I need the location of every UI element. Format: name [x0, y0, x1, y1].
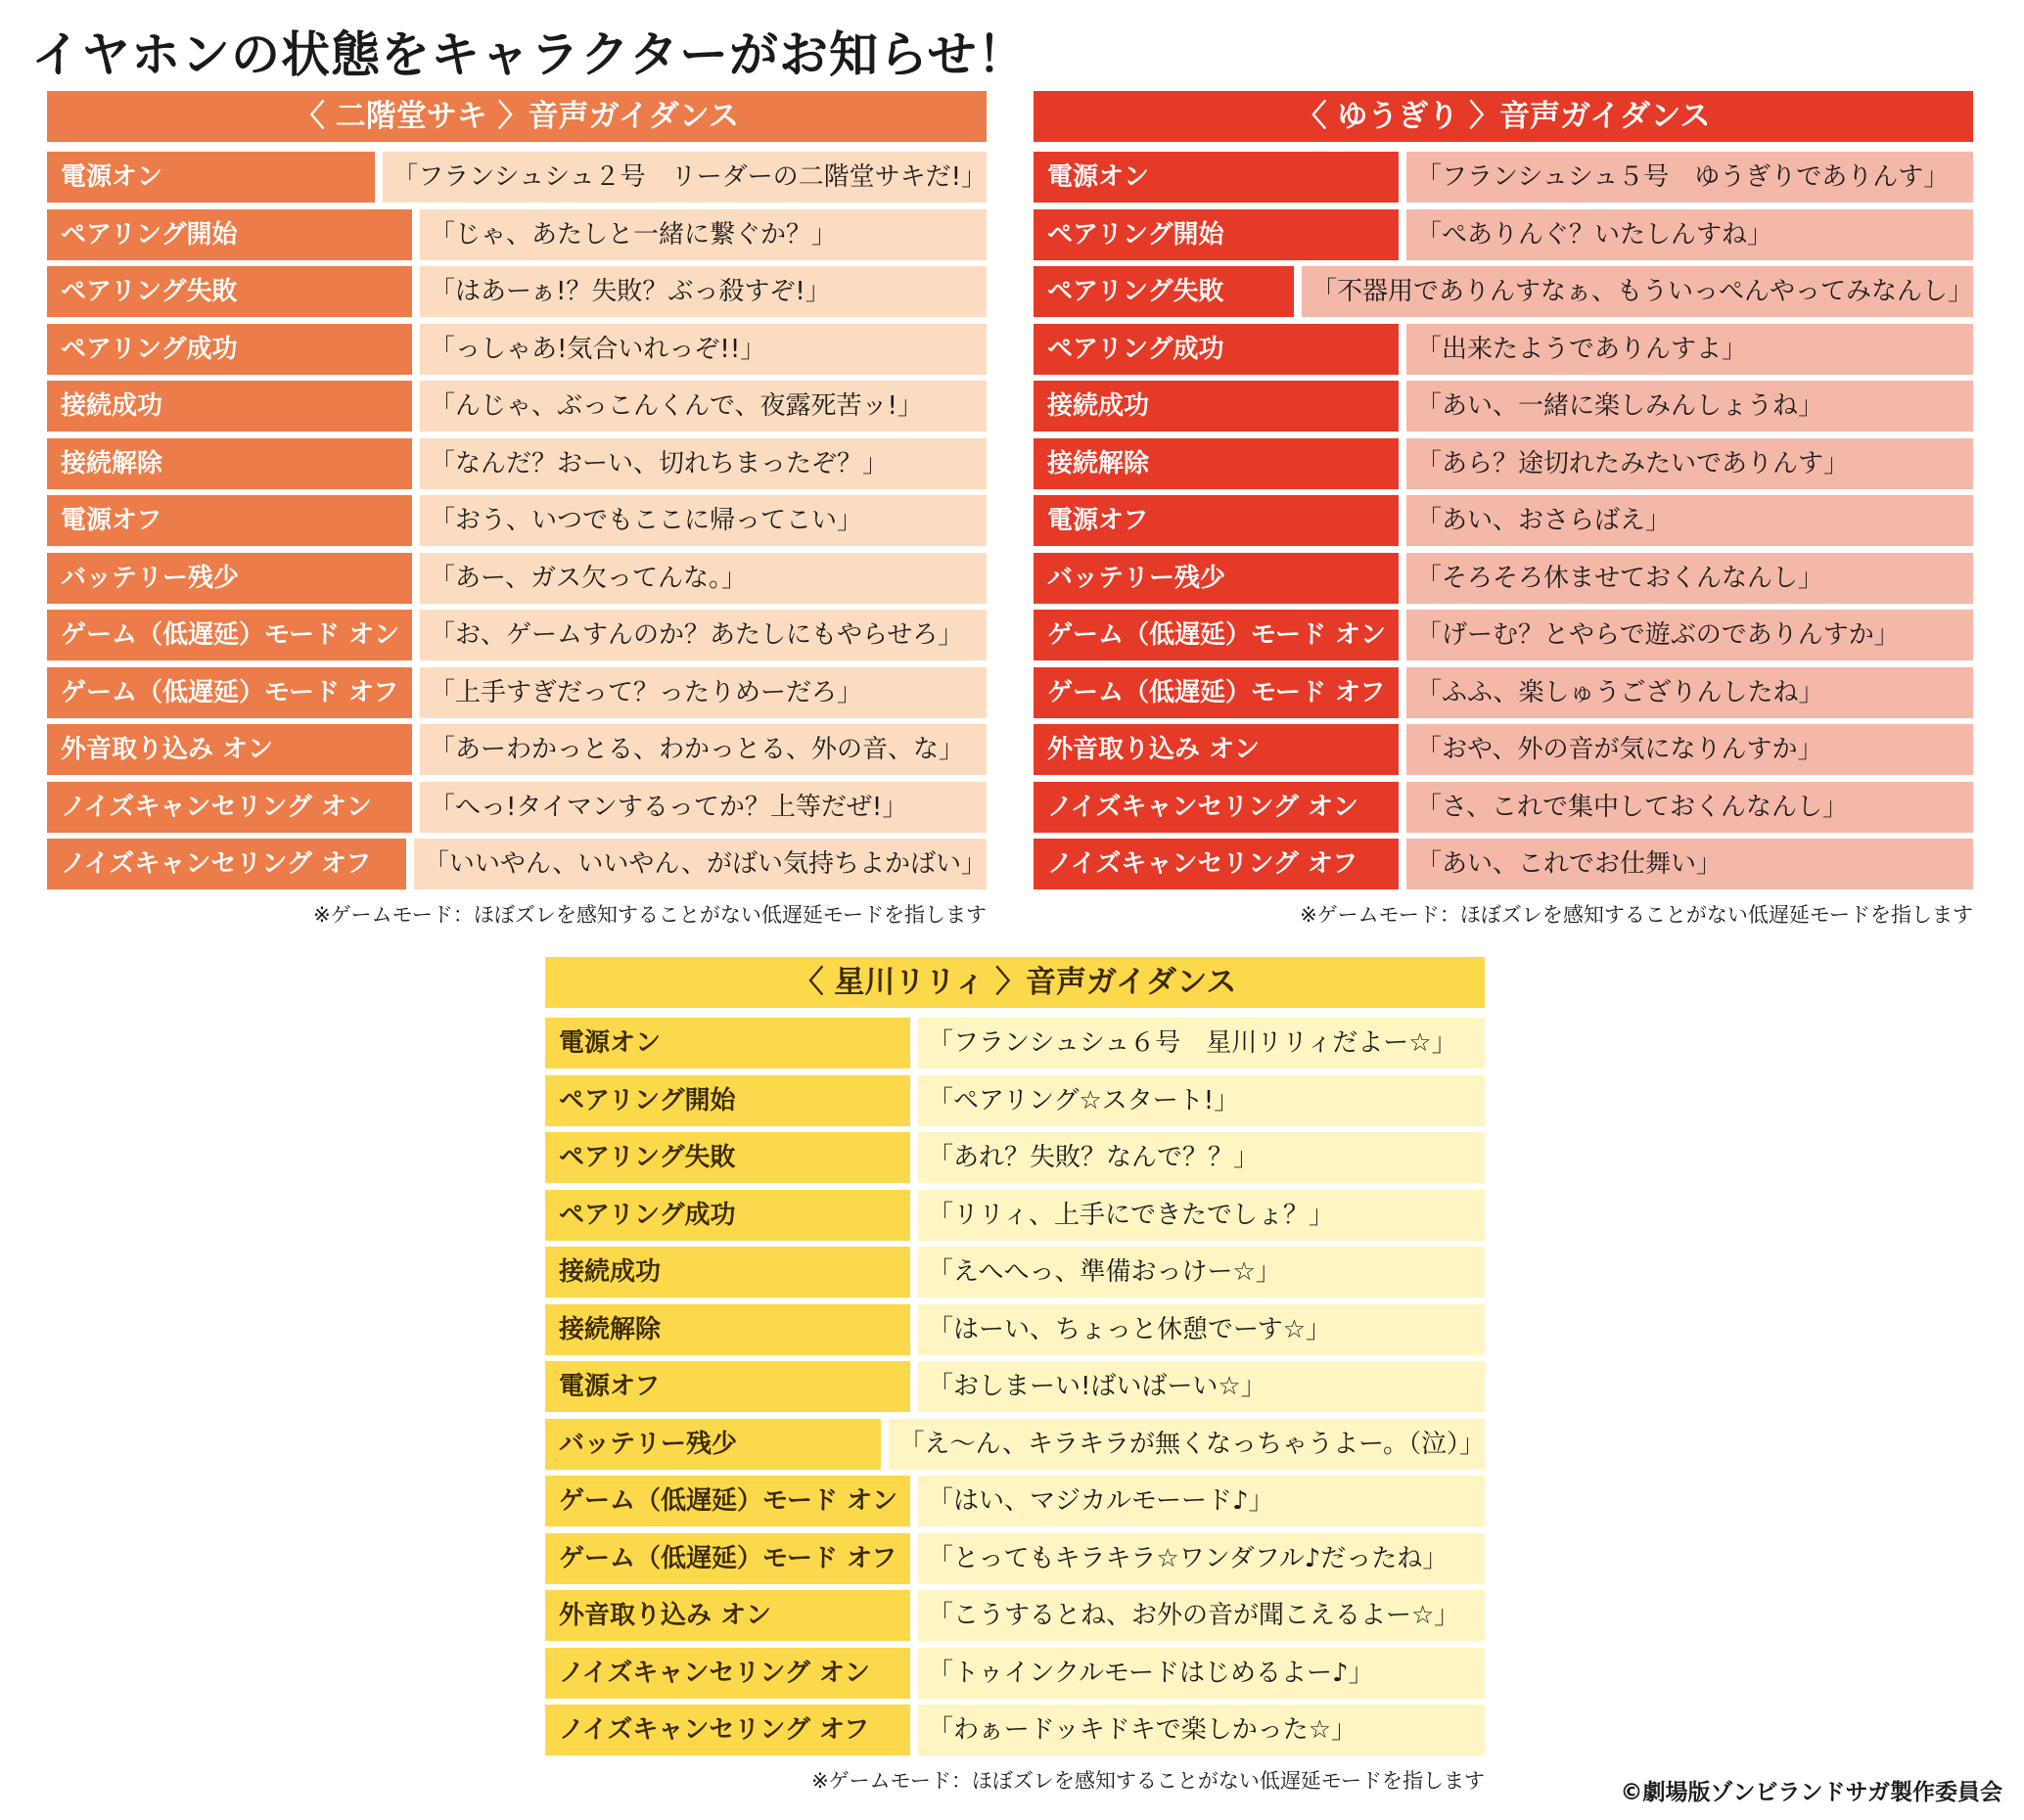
voice-line: 「あーわかっとる、わかっとる、外の音、な」 [420, 724, 987, 775]
voice-line: 「おう、いつでもここに帰ってこい」 [420, 495, 987, 546]
voice-line: 「っしゃあ!気合いれっぞ!!」 [420, 324, 987, 375]
state-label: ペアリング失敗 [545, 1132, 910, 1183]
state-label: バッテリー残少 [1034, 553, 1399, 604]
voice-line: 「おや、外の音が気になりんすか」 [1406, 724, 1973, 775]
voice-line: 「んじゃ、ぶっこんくんで、夜露死苦ッ!」 [420, 381, 987, 432]
voice-line: 「いいやん、いいやん、がばい気持ちよかばい」 [414, 839, 987, 889]
guidance-row [545, 1419, 1485, 1470]
guidance-row [47, 266, 987, 317]
guidance-row [1034, 724, 1973, 775]
state-label: 接続解除 [47, 438, 412, 489]
guidance-row [1034, 782, 1973, 833]
guidance-row [47, 724, 987, 775]
voice-line: 「じゃ、あたしと一緒に繋ぐか？」 [420, 209, 987, 260]
state-label: ゲーム（低遅延）モード オン [1034, 610, 1399, 660]
state-label: バッテリー残少 [47, 553, 412, 604]
guidance-row [545, 1590, 1485, 1641]
state-label: 外音取り込み オン [545, 1590, 910, 1641]
guidance-row [545, 1304, 1485, 1355]
voice-line: 「えへへっ、準備おっけー☆」 [918, 1247, 1485, 1297]
guidance-row [1034, 553, 1973, 604]
voice-line: 「はあーぁ!？失敗？ぶっ殺すぞ!」 [420, 266, 987, 317]
panel-header: 〈 二階堂サキ 〉音声ガイダンス [47, 91, 987, 142]
state-label: ノイズキャンセリング オン [47, 782, 412, 833]
guidance-row [1034, 667, 1973, 718]
state-label: ペアリング開始 [1034, 209, 1399, 260]
voice-line: 「さ、これで集中しておくんなんし」 [1406, 782, 1973, 833]
state-label: ノイズキャンセリング オン [545, 1648, 910, 1699]
guidance-row [545, 1018, 1485, 1069]
state-label: ペアリング開始 [47, 209, 412, 260]
guidance-row [47, 209, 987, 260]
state-label: 電源オフ [47, 495, 412, 546]
state-label: 電源オフ [1034, 495, 1399, 546]
guidance-row [47, 381, 987, 432]
voice-line: 「不器用でありんすなぁ、もういっぺんやってみなんし」 [1302, 266, 1973, 317]
state-label: 電源オフ [545, 1361, 910, 1412]
voice-line: 「そろそろ休ませておくんなんし」 [1406, 553, 1973, 604]
voice-line: 「フランシュシュ６号 星川リリィだよー☆」 [918, 1018, 1485, 1069]
guidance-list [545, 1018, 1485, 1755]
voice-line: 「なんだ？おーい、切れちまったぞ？」 [420, 438, 987, 489]
voice-line: 「あい、おさらばえ」 [1406, 495, 1973, 546]
guidance-list [47, 152, 987, 889]
voice-line: 「出来たようでありんすよ」 [1406, 324, 1973, 375]
voice-line: 「あい、これでお仕舞い」 [1406, 839, 1973, 889]
voice-line: 「お、ゲームすんのか？あたしにもやらせろ」 [420, 610, 987, 660]
voice-line: 「リリィ、上手にできたでしょ？」 [918, 1190, 1485, 1241]
state-label: ノイズキャンセリング オン [1034, 782, 1399, 833]
state-label: 接続解除 [545, 1304, 910, 1355]
voice-line: 「あら？途切れたみたいでありんす」 [1406, 438, 1973, 489]
state-label: 接続成功 [47, 381, 412, 432]
guidance-row [545, 1132, 1485, 1183]
guidance-row [1034, 495, 1973, 546]
state-label: ゲーム（低遅延）モード オフ [1034, 667, 1399, 718]
page-title: イヤホンの状態をキャラクターがお知らせ！ [31, 26, 1028, 83]
panel-yugiri [1034, 91, 1973, 929]
guidance-row [1034, 152, 1973, 203]
guidance-row [1034, 610, 1973, 660]
voice-line: 「上手すぎだって？ったりめーだろ」 [420, 667, 987, 718]
panel-saki [47, 91, 987, 929]
guidance-list [1034, 152, 1973, 889]
voice-line: 「こうするとね、お外の音が聞こえるよー☆」 [918, 1590, 1485, 1641]
state-label: ノイズキャンセリング オフ [1034, 839, 1399, 889]
voice-line: 「あー、ガス欠ってんな。」 [420, 553, 987, 604]
state-label: 外音取り込み オン [1034, 724, 1399, 775]
state-label: ペアリング失敗 [1034, 266, 1294, 317]
footnote: ※ゲームモード：ほぼズレを感知することがない低遅延モードを指します [313, 903, 987, 927]
guidance-row [1034, 324, 1973, 375]
guidance-row [47, 839, 987, 889]
state-label: ペアリング成功 [47, 324, 412, 375]
guidance-row [545, 1247, 1485, 1297]
state-label: 接続成功 [545, 1247, 910, 1297]
guidance-row [47, 667, 987, 718]
guidance-row [1034, 209, 1973, 260]
state-label: 電源オン [47, 152, 375, 203]
guidance-row [1034, 381, 1973, 432]
footnote: ※ゲームモード：ほぼズレを感知することがない低遅延モードを指します [811, 1769, 1485, 1793]
state-label: ノイズキャンセリング オフ [47, 839, 406, 889]
state-label: ペアリング失敗 [47, 266, 412, 317]
guidance-row [545, 1705, 1485, 1755]
state-label: ゲーム（低遅延）モード オフ [47, 667, 412, 718]
voice-line: 「ふふ、楽しゅうござりんしたね」 [1406, 667, 1973, 718]
panel-header: 〈 ゆうぎり 〉音声ガイダンス [1034, 91, 1973, 142]
guidance-row [47, 553, 987, 604]
voice-line: 「へっ!タイマンするってか？上等だぜ!」 [420, 782, 987, 833]
panel-lily [545, 957, 1485, 1795]
state-label: 電源オン [545, 1018, 910, 1069]
guidance-row [47, 324, 987, 375]
voice-line: 「はーい、ちょっと休憩でーす☆」 [918, 1304, 1485, 1355]
guidance-row [545, 1533, 1485, 1584]
state-label: 外音取り込み オン [47, 724, 412, 775]
state-label: ペアリング成功 [545, 1190, 910, 1241]
voice-line: 「ペアリング☆スタート!」 [918, 1075, 1485, 1126]
voice-line: 「ぺありんぐ？いたしんすね」 [1406, 209, 1973, 260]
voice-line: 「げーむ？とやらで遊ぶのでありんすか」 [1406, 610, 1973, 660]
state-label: バッテリー残少 [545, 1419, 881, 1470]
panel-header: 〈 星川リリィ 〉音声ガイダンス [545, 957, 1485, 1008]
voice-line: 「え～ん、キラキラが無くなっちゃうよー。（泣）」 [889, 1419, 1485, 1470]
state-label: ゲーム（低遅延）モード オン [47, 610, 412, 660]
voice-line: 「おしまーい!ばいばーい☆」 [918, 1361, 1485, 1412]
guidance-row [47, 438, 987, 489]
state-label: 接続解除 [1034, 438, 1399, 489]
state-label: ノイズキャンセリング オフ [545, 1705, 910, 1755]
guidance-row [545, 1476, 1485, 1526]
guidance-row [47, 610, 987, 660]
guidance-row [1034, 839, 1973, 889]
voice-line: 「フランシュシュ５号 ゆうぎりでありんす」 [1406, 152, 1973, 203]
footnote: ※ゲームモード：ほぼズレを感知することがない低遅延モードを指します [1300, 903, 1973, 927]
guidance-row [47, 782, 987, 833]
state-label: 電源オン [1034, 152, 1399, 203]
state-label: ペアリング開始 [545, 1075, 910, 1126]
voice-line: 「はい、マジカルモーード♪」 [918, 1476, 1485, 1526]
voice-line: 「あい、一緒に楽しみんしょうね」 [1406, 381, 1973, 432]
state-label: 接続成功 [1034, 381, 1399, 432]
state-label: ゲーム（低遅延）モード オフ [545, 1533, 910, 1584]
copyright: ©劇場版ゾンビランドサガ製作委員会 [1620, 1780, 2002, 1805]
voice-line: 「フランシュシュ２号 リーダーの二階堂サキだ!」 [383, 152, 987, 203]
voice-line: 「とってもキラキラ☆ワンダフル♪だったね」 [918, 1533, 1485, 1584]
guidance-row [545, 1361, 1485, 1412]
guidance-row [1034, 266, 1973, 317]
state-label: ゲーム（低遅延）モード オン [545, 1476, 910, 1526]
guidance-row [1034, 438, 1973, 489]
voice-line: 「あれ？失敗？なんで？？」 [918, 1132, 1485, 1183]
guidance-row [545, 1648, 1485, 1699]
guidance-row [47, 495, 987, 546]
guidance-row [545, 1075, 1485, 1126]
voice-line: 「わぁードッキドキで楽しかった☆」 [918, 1705, 1485, 1755]
state-label: ペアリング成功 [1034, 324, 1399, 375]
voice-line: 「トゥインクルモードはじめるよー♪」 [918, 1648, 1485, 1699]
guidance-row [545, 1190, 1485, 1241]
guidance-row [47, 152, 987, 203]
